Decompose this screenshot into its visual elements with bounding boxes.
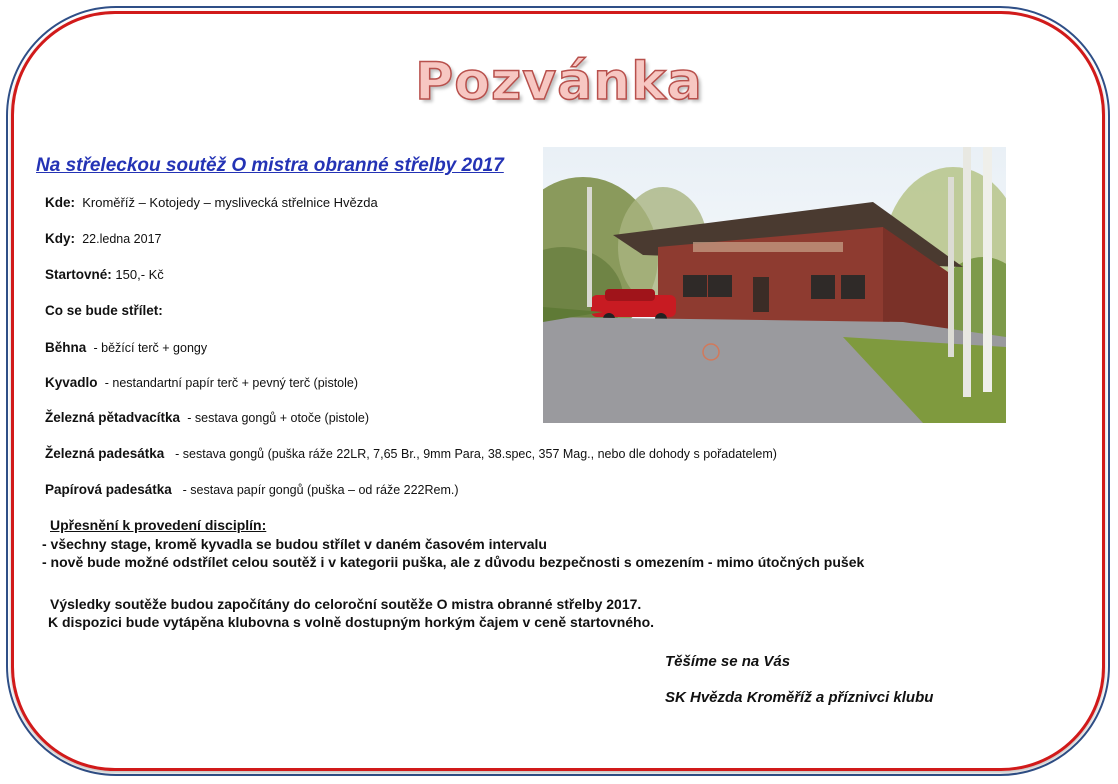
discipline-name: Železná pětadvacítka (45, 410, 181, 425)
date-row (45, 231, 161, 246)
location-row (45, 195, 378, 210)
disciplines-heading-row (45, 303, 163, 318)
date-value: 22.ledna 2017 (82, 232, 162, 246)
event-subtitle: Na střeleckou soutěž O mistra obranné střelby 2017 (36, 155, 504, 176)
discipline-row (45, 375, 358, 390)
results-line: Výsledky soutěže budou započítány do celoroční soutěže O mistra obranné střelby 2017. (50, 596, 642, 612)
discipline-name: Železná padesátka (45, 446, 165, 461)
results-line: K dispozici bude vytápěna klubovna s volně dostupným horkým čajem v ceně startovného. (48, 614, 655, 630)
discipline-row (45, 340, 207, 355)
location-label: Kde: (45, 195, 75, 210)
fee-row (45, 267, 164, 282)
fee-value: 150,- Kč (115, 267, 164, 282)
closing-signature: SK Hvězda Kroměříž a příznivci klubu (665, 689, 934, 706)
closing-greeting: Těšíme se na Vás (665, 653, 791, 670)
discipline-row (45, 410, 369, 425)
fee-label: Startovné: (45, 267, 112, 282)
disciplines-heading: Co se bude střílet: (45, 303, 163, 318)
date-label: Kdy: (45, 231, 75, 246)
discipline-desc: - sestava papír gongů (puška – od ráže 222Rem.) (182, 483, 459, 497)
discipline-row (45, 482, 459, 497)
discipline-name: Papírová padesátka (45, 482, 172, 497)
page-title: Pozvánka (415, 52, 703, 112)
note-line: - nově bude možné odstřílet celou soutěž i v kategorii puška, ale z důvodu bezpečnosti s omezením - mimo útočných pušek (42, 554, 865, 570)
discipline-row (45, 446, 777, 461)
discipline-desc: - nestandartní papír terč + pevný terč (pistole) (104, 376, 359, 390)
discipline-name: Kyvadlo (45, 375, 98, 390)
location-value: Kroměříž – Kotojedy – myslivecká střelnice Hvězda (82, 195, 378, 210)
discipline-desc: - sestava gongů + otoče (pistole) (187, 411, 369, 425)
discipline-desc: - běžící terč + gongy (93, 341, 208, 355)
range-building-illustration (543, 147, 1006, 423)
shooting-range-photo (543, 147, 1006, 423)
discipline-name: Běhna (45, 340, 87, 355)
discipline-desc: - sestava gongů (puška ráže 22LR, 7,65 Br., 9mm Para, 38.spec, 357 Mag., nebo dle dohody s pořadatelem) (175, 447, 777, 461)
notes-heading: Upřesnění k provedení disciplín: (50, 517, 267, 533)
note-line: - všechny stage, kromě kyvadla se budou střílet v daném časovém intervalu (42, 536, 547, 552)
